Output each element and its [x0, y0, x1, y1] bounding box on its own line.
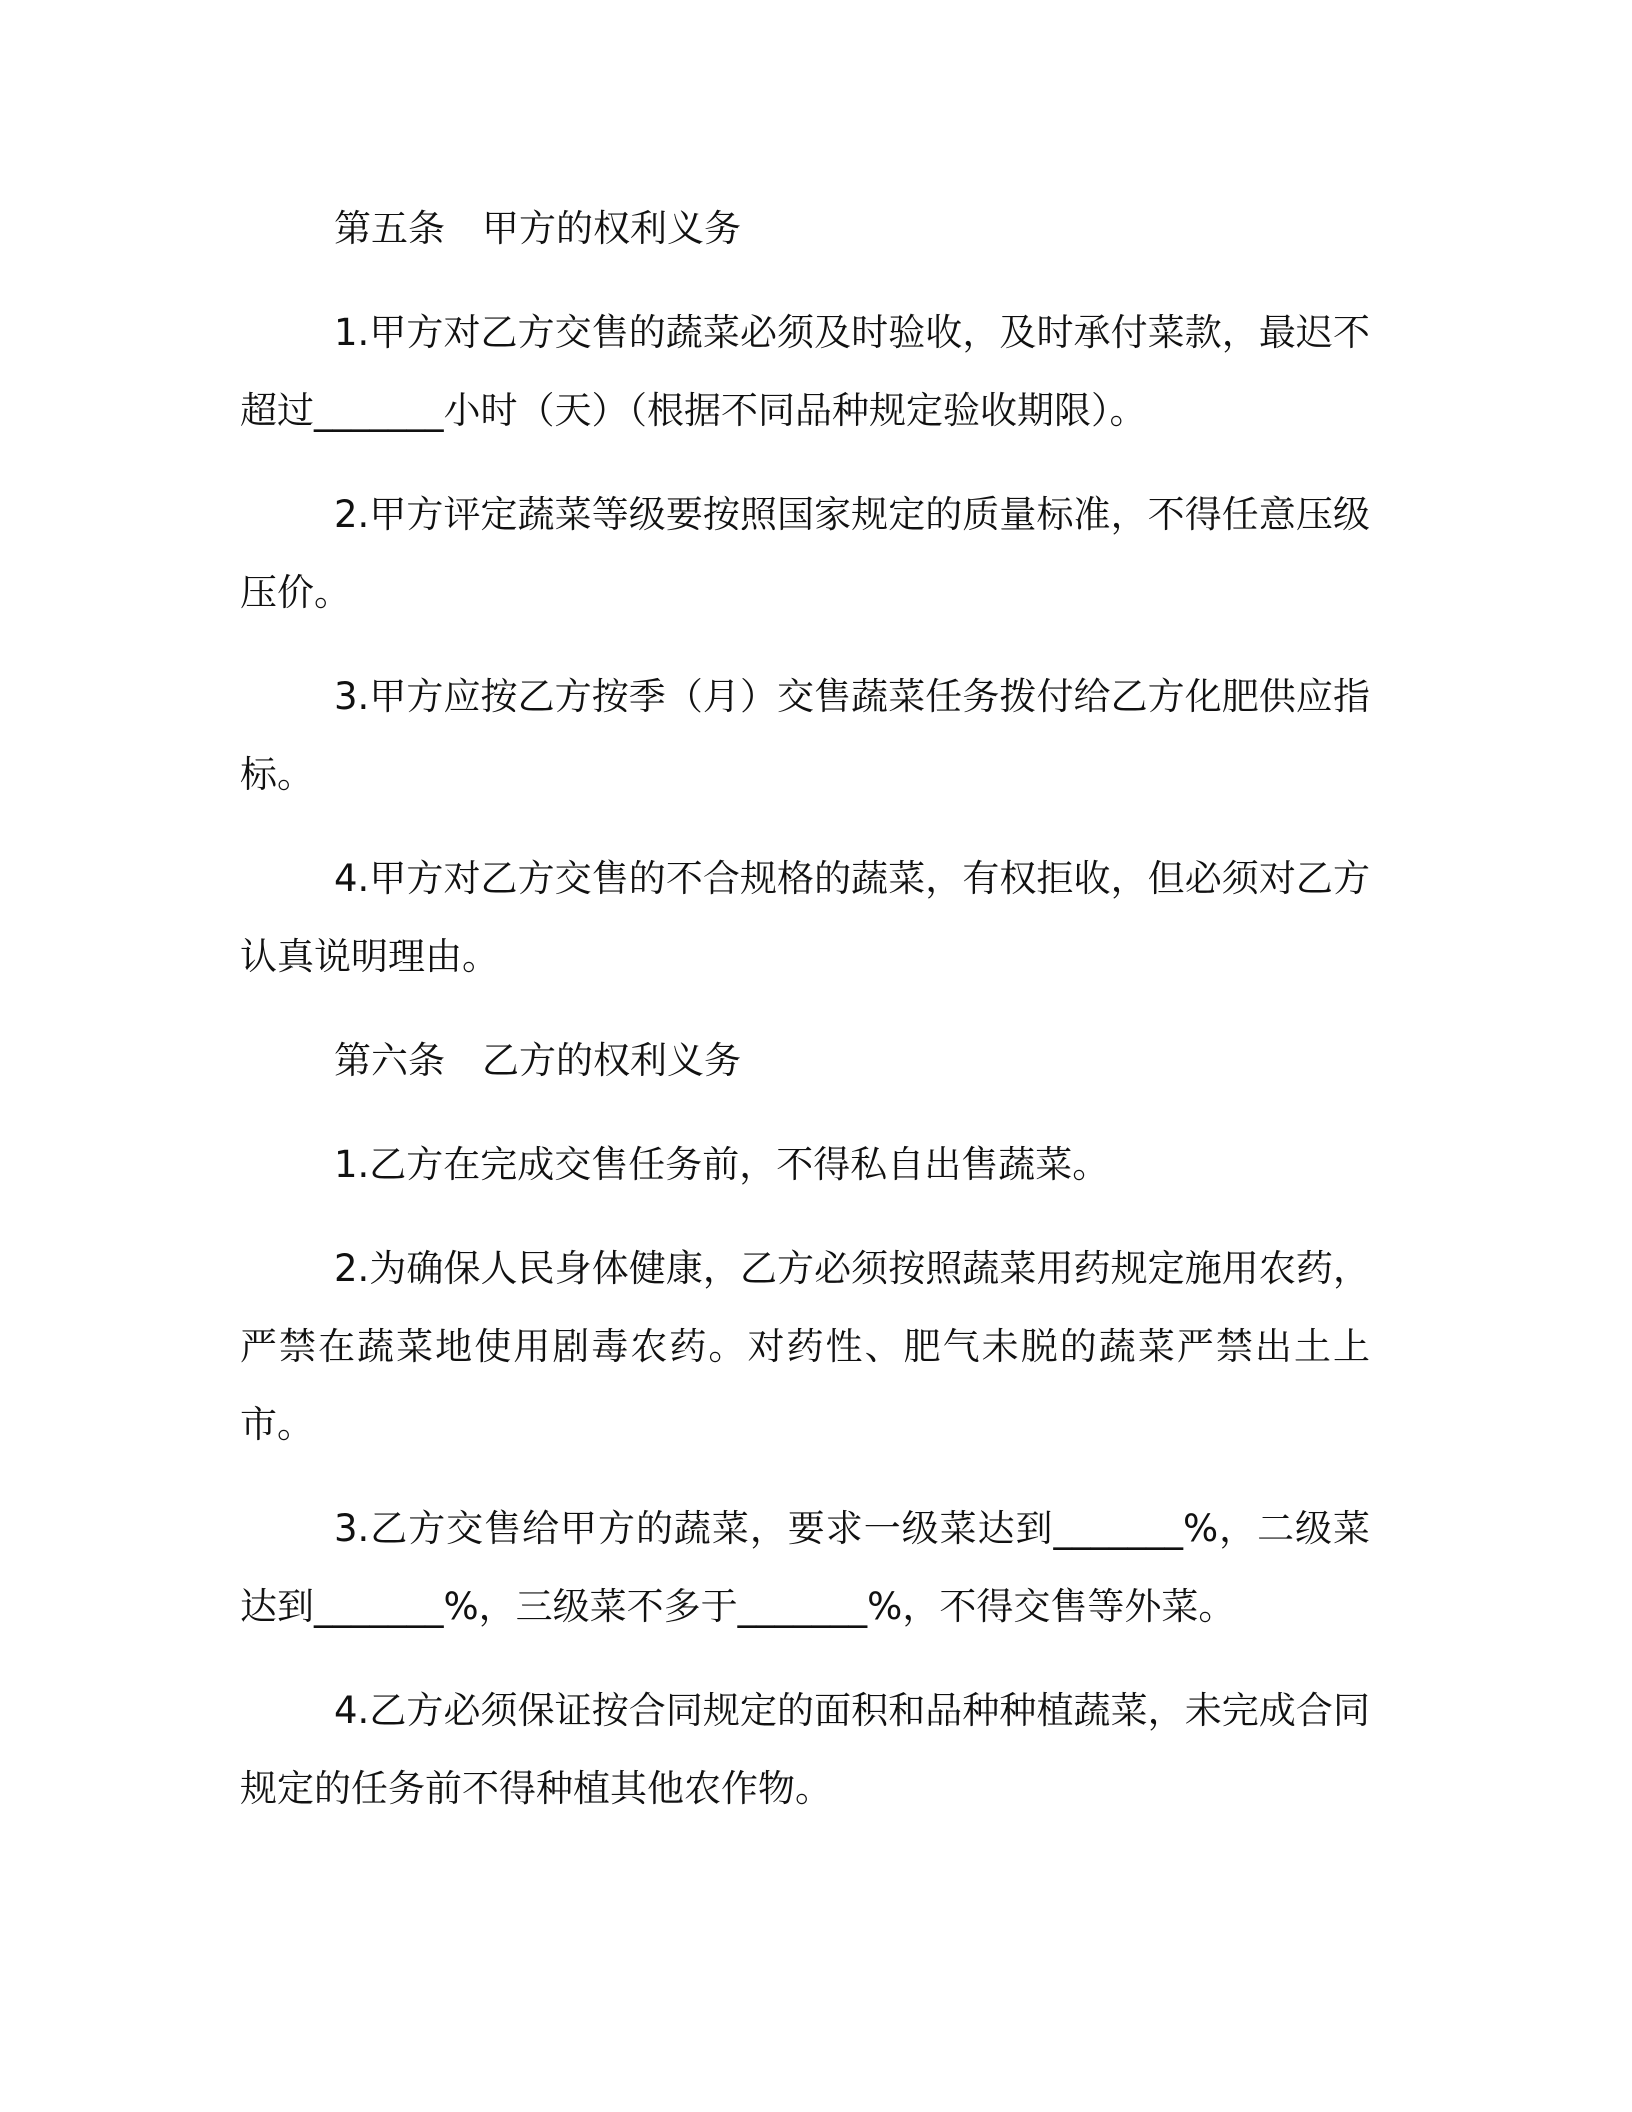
section-5-item-3: 3.甲方应按乙方按季（月）交售蔬菜任务拨付给乙方化肥供应指标。: [240, 675, 1370, 796]
section-6-item-4: 4.乙方必须保证按合同规定的面积和品种种植蔬菜，未完成合同规定的任务前不得种植其他农作物。: [240, 1689, 1370, 1810]
contract-body: [240, 190, 1370, 1854]
section-6-item-2: 2.为确保人民身体健康，乙方必须按照蔬菜用药规定施用农药，严禁在蔬菜地使用剧毒农药。对药性、肥气未脱的蔬菜严禁出土上市。: [240, 1247, 1370, 1446]
section-6-heading: 第六条 乙方的权利义务: [334, 1039, 741, 1082]
section-5-item-1: 1.甲方对乙方交售的蔬菜必须及时验收，及时承付菜款，最迟不超过_______小时（天）（根据不同品种规定验收期限）。: [240, 311, 1370, 432]
section-5-heading: 第五条 甲方的权利义务: [334, 207, 741, 250]
section-6-item-1: 1.乙方在完成交售任务前，不得私自出售蔬菜。: [334, 1143, 1110, 1186]
section-6-item-3: 3.乙方交售给甲方的蔬菜，要求一级菜达到_______%，二级菜达到_______%，三级菜不多于_______%，不得交售等外菜。: [240, 1507, 1370, 1628]
section-5-item-4: 4.甲方对乙方交售的不合规格的蔬菜，有权拒收，但必须对乙方认真说明理由。: [240, 857, 1370, 978]
section-5-item-2: 2.甲方评定蔬菜等级要按照国家规定的质量标准，不得任意压级压价。: [240, 493, 1370, 614]
